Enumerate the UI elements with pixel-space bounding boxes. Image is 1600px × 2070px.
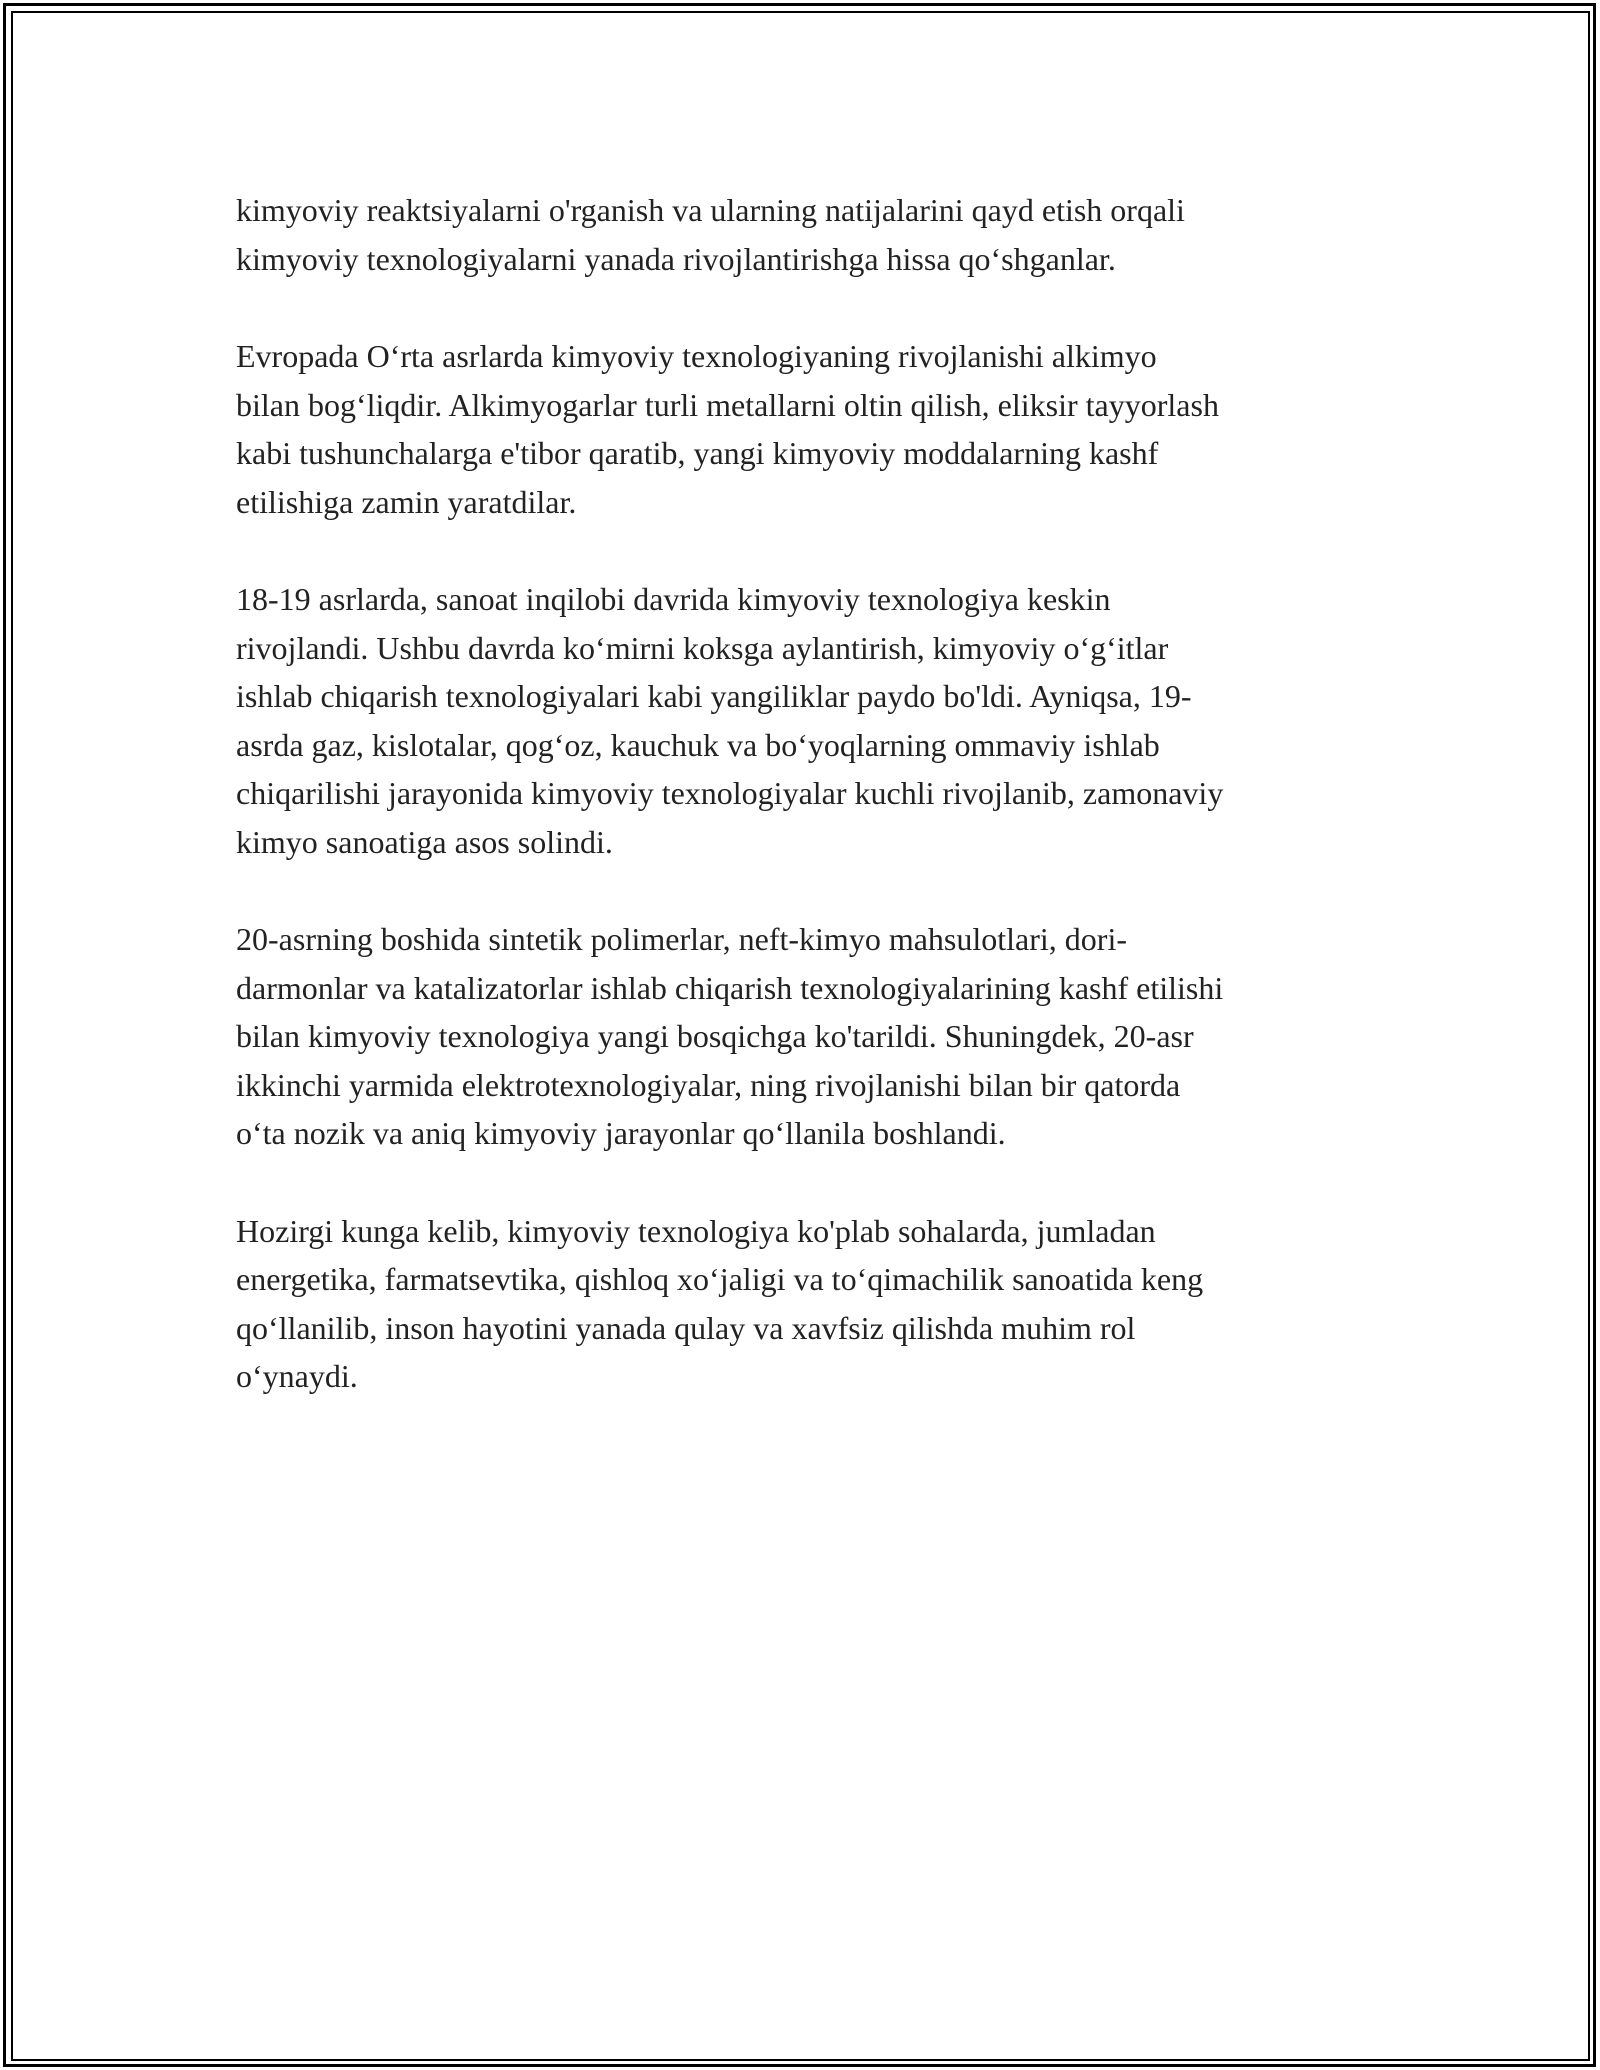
paragraph-1: kimyoviy reaktsiyalarni o'rganish va ularning natijalarini qayd etish orqali kimyoviy texnologiyalarni yanada rivojlantirishga hissa qo‘shganlar. bbox=[236, 192, 1185, 277]
paragraph-4: 20-asrning boshida sintetik polimerlar, neft-kimyo mahsulotlari, dori- darmonlar va katalizatorlar ishlab chiqarish texnologiyalarining kashf etilishi bilan kimyoviy texnologiya yangi bosqichga ko'tarildi. Shuningdek, 20-asr ikkinchi yarmida elektrotexnologiyalar, ning rivojlanishi bilan bir qatorda o‘ta nozik va aniq kimyoviy jarayonlar qo‘llanila boshlandi. bbox=[236, 921, 1224, 1151]
paragraph-3: 18-19 asrlarda, sanoat inqilobi davrida kimyoviy texnologiya keskin rivojlandi. Ushbu davrda ko‘mirni koksga aylantirish, kimyoviy o‘g‘itlar ishlab chiqarish texnologiyalari kabi yangiliklar paydo bo'ldi. Ayniqsa, 19- asrda gaz, kislotalar, qog‘oz, kauchuk va bo‘yoqlarning ommaviy ishlab chiqarilishi jarayonida kimyoviy texnologiyalar kuchli rivojlanib, zamonaviy kimyo sanoatiga asos solindi. bbox=[236, 581, 1224, 860]
paragraph-2: Evropada O‘rta asrlarda kimyoviy texnologiyaning rivojlanishi alkimyo bilan bog‘liqdir. Alkimyogarlar turli metallarni oltin qilish, eliksir tayyorlash kabi tushunchalarga e'tibor qaratib, yangi kimyoviy moddalarning kashf etilishiga zamin yaratdilar. bbox=[236, 338, 1219, 520]
document-body bbox=[236, 186, 1376, 1450]
paragraph-5: Hozirgi kunga kelib, kimyoviy texnologiya ko'plab sohalarda, jumladan energetika, farmatsevtika, qishloq xo‘jaligi va to‘qimachilik sanoatida keng qo‘llanilib, inson hayotini yanada qulay va xavfsiz qilishda muhim rol o‘ynaydi. bbox=[236, 1212, 1204, 1394]
